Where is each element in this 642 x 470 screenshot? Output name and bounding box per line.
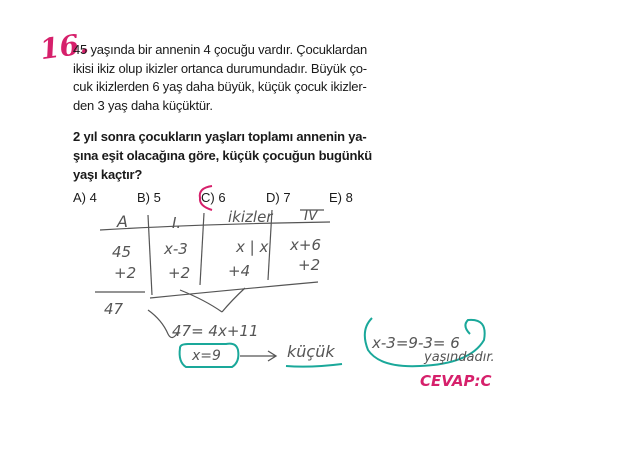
choice-e[interactable]: E) 8 [329, 190, 353, 205]
choice-c-circle-mark [200, 186, 212, 210]
hw-kucuk: küçük [287, 342, 335, 361]
hw-col-a: A [117, 212, 128, 231]
question-line: cuk ikizlerden 6 yaş daha büyük, küçük çocuk ikizler- [73, 79, 367, 94]
hw-child-iv-plus: +2 [298, 256, 321, 274]
hw-child-i-plus: +2 [168, 264, 191, 282]
column-divider [200, 213, 204, 285]
hw-twins-age: x | x [236, 238, 269, 256]
hw-child-i-age: x-3 [164, 240, 188, 258]
question-prompt-line: şına eşit olacağına göre, küçük çocuğun bugünkü [73, 148, 373, 163]
question-line: 45 yaşında bir annenin 4 çocuğu vardır. Çocuklardan [73, 42, 368, 57]
hw-col-twins: ikizler [228, 208, 273, 226]
hw-twins-plus: +4 [228, 262, 251, 280]
hw-answer: CEVAP:C [420, 372, 492, 390]
choice-c[interactable]: C) 6 [201, 190, 226, 205]
choice-b[interactable]: B) 5 [137, 190, 161, 205]
hw-result: x=9 [192, 348, 221, 364]
kucuk-underline [286, 364, 342, 367]
question-line: den 3 yaş daha küçüktür. [73, 97, 213, 113]
bracket-line [222, 288, 245, 312]
hw-yasinda: yaşındadır. [424, 350, 495, 365]
arrow-to-kucuk [240, 351, 276, 361]
question-number: 16. [37, 26, 91, 67]
header-underline [100, 222, 330, 230]
bracket-line [150, 282, 318, 298]
question-prompt-line: yaşı kaçtır? [73, 167, 143, 182]
choice-a[interactable]: A) 4 [73, 190, 97, 205]
hw-equation: 47= 4x+11 [172, 322, 259, 340]
hw-col-i: I. [172, 214, 182, 232]
hw-calc: x-3=9-3= 6 [372, 334, 460, 352]
question-prompt-line: 2 yıl sonra çocukların yaşları toplamı annenin ya- [73, 129, 367, 144]
hw-child-iv-age: x+6 [290, 236, 321, 254]
hw-sum: 47 [104, 300, 124, 318]
hw-col-iv: IV [304, 208, 318, 224]
choice-d[interactable]: D) 7 [266, 190, 291, 205]
question-line: ikisi ikiz olup ikizler ortanca durumundadır. Büyük ço- [73, 60, 367, 76]
hw-mother-plus: +2 [114, 264, 137, 282]
hw-mother-age: 45 [112, 243, 132, 261]
